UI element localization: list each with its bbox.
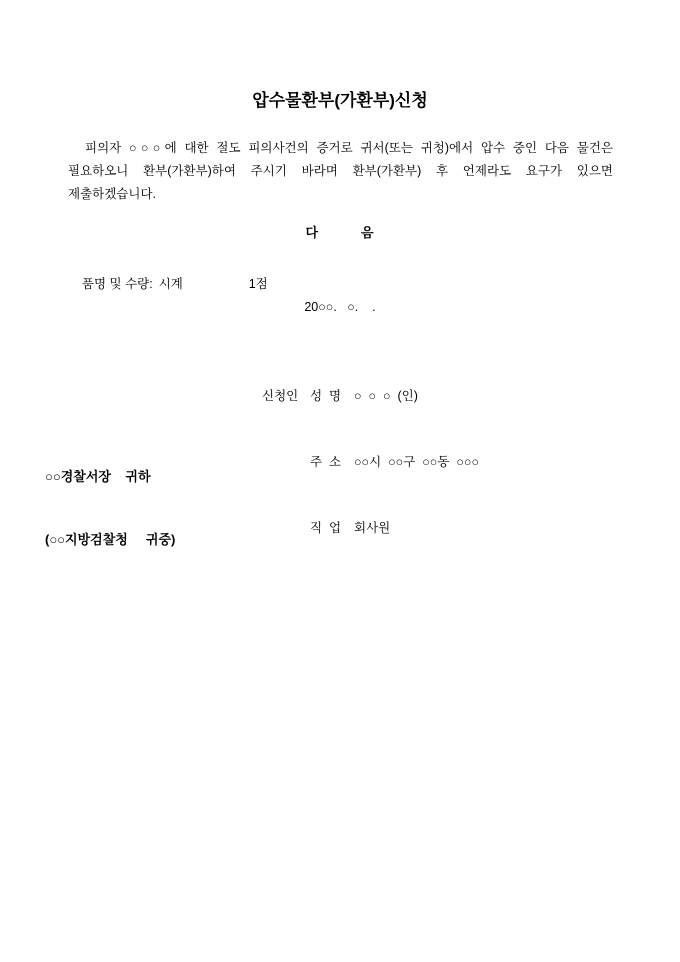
applicant-name-label: 성 명: [310, 389, 342, 403]
section-heading: [0, 222, 680, 241]
applicant-job-row: [262, 517, 479, 539]
applicant-address-label: 주 소: [310, 455, 342, 469]
recipient-block: [45, 424, 175, 592]
body-paragraph: 피의자 ○○○에 대한 절도 피의사건의 증거로 귀서(또는 귀청)에서 압수 중인 다음 물건은 필요하오니 환부(가환부)하여 주시기 바라며 환부(가환부) 후 언제라도 요구가 있으면 제출하겠습니다.: [68, 141, 613, 201]
date-line: 20○○. ○. .: [304, 300, 376, 314]
recipient-line-police: ○○경찰서장 귀하: [45, 469, 151, 484]
applicant-block: [262, 341, 479, 583]
applicant-job-value: 회사원: [354, 521, 391, 535]
item-quantity: 1점: [248, 277, 268, 291]
item-name: 시계: [158, 277, 183, 291]
page-title: 압수물환부(가환부)신청: [252, 91, 428, 110]
applicant-name-value: ○ ○ ○ (인): [354, 389, 418, 403]
applicant-prefix: 신청인: [262, 389, 299, 403]
applicant-name-row: [262, 385, 479, 407]
applicant-address-value: ○○시 ○○구 ○○동 ○○○: [354, 455, 480, 469]
section-heading-second-char: 음: [361, 225, 375, 240]
applicant-address-row: [262, 451, 479, 473]
item-label: 품명 및 수량:: [81, 277, 153, 291]
applicant-job-label: 직 업: [310, 521, 342, 535]
section-heading-first-char: 다: [305, 225, 319, 240]
recipient-line-prosecution: (○○지방검찰청 귀중): [45, 532, 176, 547]
